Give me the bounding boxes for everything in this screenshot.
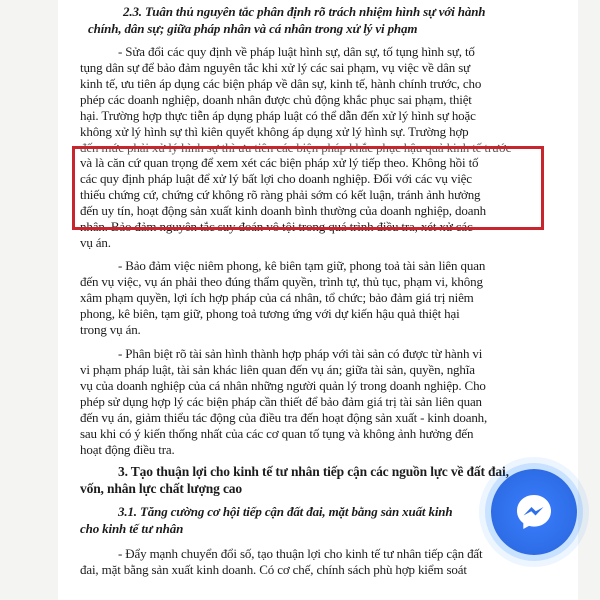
paragraph-line: phong, kê biên, tạm giữ, phong toả tương ứng với dự kiến hậu quả thiệt hại [80, 306, 460, 321]
section-heading-2-3-line-2: chính, dân sự; giữa pháp nhân và cá nhân trong xử lý vi phạm [88, 21, 418, 36]
paragraph-line: đến vụ việc, vụ án phải theo đúng thẩm quyền, trình tự, thủ tục, phạm vi, không [80, 274, 483, 289]
highlighted-paragraph-line: đến uy tín, hoạt động sản xuất kinh doanh bình thường của doanh nghiệp, doanh [80, 203, 487, 218]
paragraph-line: - Phân biệt rõ tài sản hình thành hợp pháp với tài sản có được từ hành vi [118, 346, 483, 361]
paragraph-line: sau khi có ý kiến thống nhất của các cơ quan tố tụng và không ảnh hưởng đến [80, 426, 474, 441]
section-heading-3-1-line-1: 3.1. Tăng cường cơ hội tiếp cận đất đai, mặt bằng sản xuất kinh [118, 504, 453, 519]
messenger-chat-button[interactable] [491, 469, 577, 555]
highlighted-paragraph-line: các quy định pháp luật để xử lý bất lợi cho doanh nghiệp. Đối với các vụ việc [80, 171, 472, 186]
paragraph-line: kinh tế, ưu tiên áp dụng các biện pháp về dân sự, kinh tế, hành chính trước, cho [80, 76, 482, 91]
paragraph-line: hại. Trường hợp thực tiễn áp dụng pháp luật có thể dẫn đến xử lý hình sự hoặc [80, 108, 476, 123]
section-heading-3-1-line-2: cho kinh tế tư nhân [80, 521, 184, 536]
paragraph-line: vi phạm pháp luật, tài sản khác liên quan đến vụ án; giữa tài sản, quyền, nghĩa [80, 362, 475, 377]
highlighted-paragraph-line: thiếu chứng cứ, chứng cứ không rõ ràng phải sớm có kết luận, tránh ảnh hưởng [80, 187, 481, 202]
paragraph-line: trong vụ án. [80, 322, 141, 337]
paragraph-line-partial: đến mức phải xử lý hình sự thì ưu tiên các biện pháp khắc phục hậu quả kinh tế trước [80, 140, 512, 155]
paragraph-line: - Sửa đổi các quy định về pháp luật hình sự, dân sự, tố tụng hình sự, tố [118, 44, 475, 59]
section-heading-2-3-line-1: 2.3. Tuân thủ nguyên tắc phân định rõ trách nhiệm hình sự với hành [123, 4, 486, 19]
paragraph-line: phép các doanh nghiệp, doanh nhân được chủ động khắc phục sai phạm, thiệt [80, 92, 472, 107]
highlight-box [72, 146, 544, 230]
paragraph-line: - Đẩy mạnh chuyển đổi số, tạo thuận lợi cho kinh tế tư nhân tiếp cận đất [118, 546, 483, 561]
paragraph-line: vụ án. [80, 235, 111, 250]
section-heading-3-line-1: 3. Tạo thuận lợi cho kinh tế tư nhân tiếp cận các nguồn lực về đất đai, [118, 464, 509, 479]
paragraph-line: tụng dân sự để bảo đảm nguyên tắc khi xử lý các sai phạm, vụ việc về dân sự [80, 60, 471, 75]
paragraph-line: không xử lý hình sự thì kiên quyết không áp dụng xử lý hình sự. Trường hợp [80, 124, 469, 139]
paragraph-line: phép sử dụng hợp lý các biện pháp cần thiết để bảo đảm giá trị tài sản liên quan [80, 394, 482, 409]
highlighted-paragraph-line: nhân. Bảo đảm nguyên tắc suy đoán vô tội trong quá trình điều tra, xét xử các [80, 219, 473, 234]
paragraph-line: xâm phạm quyền, lợi ích hợp pháp của cá nhân, tổ chức; bảo đảm giá trị niêm [80, 290, 474, 305]
paragraph-line: đai, mặt bằng sản xuất kinh doanh. Có cơ chế, chính sách phù hợp kiểm soát [80, 562, 467, 577]
paragraph-line: - Bảo đảm việc niêm phong, kê biên tạm giữ, phong toả tài sản liên quan [118, 258, 486, 273]
messenger-icon [513, 491, 555, 533]
paragraph-line: hoạt động điều tra. [80, 442, 175, 457]
paragraph-line: vụ của doanh nghiệp của cá nhân những người quản lý trong doanh nghiệp. Cho [80, 378, 486, 393]
section-heading-3-line-2: vốn, nhân lực chất lượng cao [80, 481, 242, 496]
paragraph-line: đến vụ án, giảm thiểu tác động của điều tra đến hoạt động sản xuất - kinh doanh, [80, 410, 488, 425]
highlighted-paragraph-line: và là căn cứ quan trọng để xem xét các biện pháp xử lý tiếp theo. Không hồi tố [80, 155, 479, 170]
